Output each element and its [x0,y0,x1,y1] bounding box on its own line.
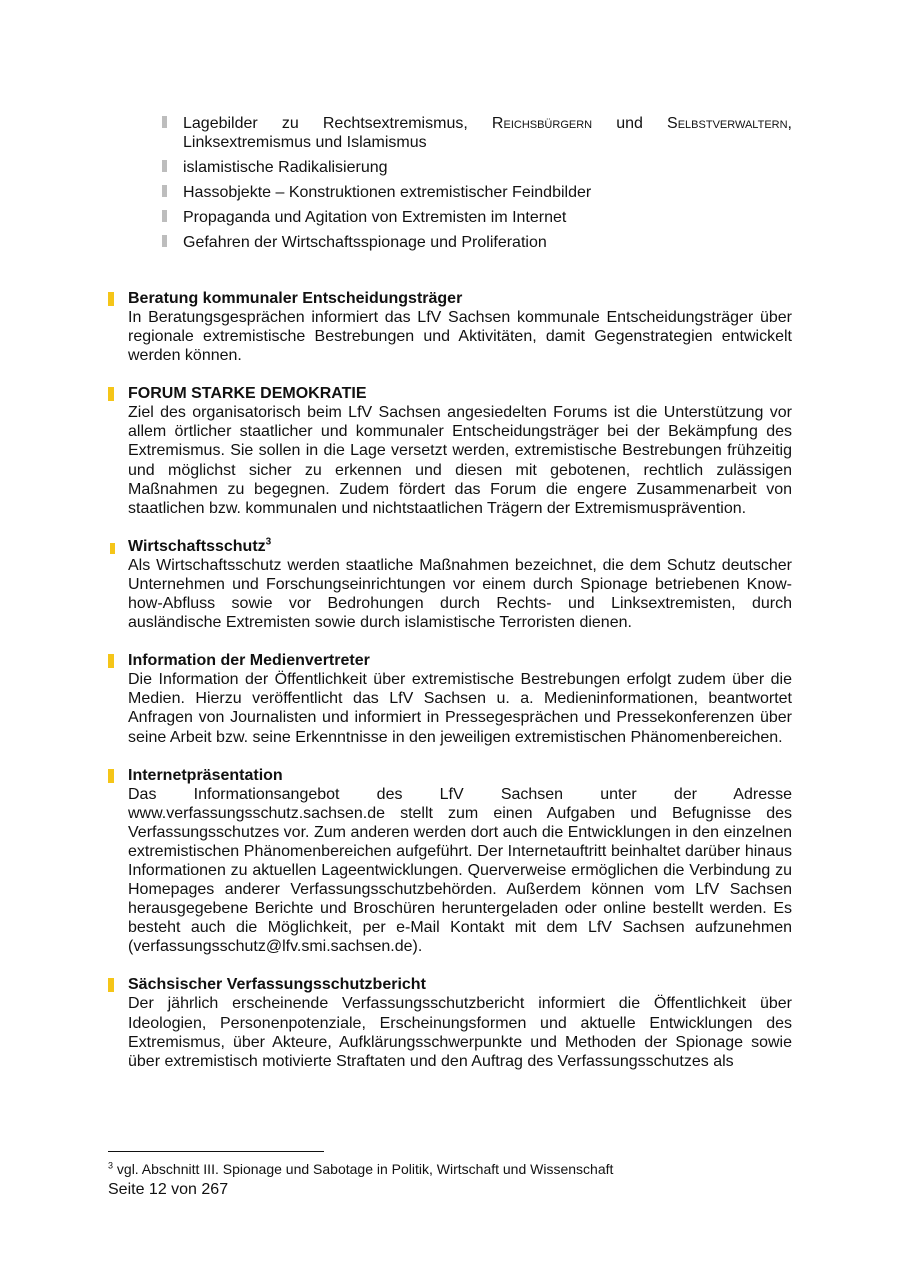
section-text: Ziel des organisatorisch beim LfV Sachsen angesiedelten Forums ist die Unterstützung vor allem örtlicher staatlicher und kommunaler Entscheidungsträger bei der Bekämpfung des Extremismus. Sie sollen in die Lage versetzt werden, extremistische Bestrebungen frühzeitig und möglichst sicher zu erkennen und diesen mit gebotenen, rechtlich zulässigen Maßnahmen zu begegnen. Zudem fördert das Forum die engere Zusammenarbeit von staatlichen bzw. kommunalen und nichtstaatlichen Trägern der Extremismusprävention. [128,404,792,517]
section-marker-icon [108,769,114,783]
section-marker-icon [108,292,114,306]
bullet-item: Hassobjekte – Konstruktionen extremistischer Feindbilder [162,183,792,202]
bullet-item: Lagebilder zu Rechtsextremismus, Reichsbürgern und Selbstverwaltern, Linksextremismus und Islamismus [162,114,792,152]
topic-bullet-list [162,114,792,258]
bullet-item: Gefahren der Wirtschaftsspionage und Proliferation [162,233,792,252]
footnote-number: 3 [108,1160,114,1171]
section-heading: Information der Medienvertreter [128,652,370,670]
footnote-reference: 3 [265,536,272,548]
footnote-divider [108,1151,324,1152]
section-beratung [108,289,792,365]
section-bericht [108,975,792,1070]
section-text: In Beratungsgesprächen informiert das LfV Sachsen kommunale Entscheidungsträger über regionale extremistische Bestrebungen und Aktivitäten, damit Gegenstrategien entwickelt werden können. [128,309,792,365]
section-text: Das Informationsangebot des LfV Sachsen unter der Adresse www.verfassungsschutz.sachsen.de stellt zum einen Aufgaben und Befugnisse des Verfassungsschutzes vor. Zum anderen werden dort auch die Entwicklungen in den einzelnen extremistischen Phänomenbereichen aufgeführt. Der Internetauftritt beinhaltet darüber hinaus Informationen zu aktuellen Lageentwicklungen. Querverweise ermöglichen die Verbindung zu Homepages anderer Verfassungsschutzbehörden. Außerdem können vom LfV Sachsen herausgegebene Berichte und Broschüren heruntergeladen oder online bestellt werden. Es besteht auch die Möglichkeit, per e-Mail Kontakt mit dem LfV Sachsen aufzunehmen (verfassungsschutz@lfv.smi.sachsen.de). [128,785,792,956]
section-medien [108,651,792,746]
section-marker-icon [110,543,115,554]
section-wirtschaftsschutz [108,537,792,632]
section-text: Die Information der Öffentlichkeit über extremistische Bestrebungen erfolgt zudem über die Medien. Hierzu veröffentlicht das LfV Sachsen u. a. Medieninformationen, beantwortet Anfragen von Journalisten und informiert in Pressegesprächen und Pressekonferenzen über seine Arbeit bzw. seine Erkenntnisse in den jeweiligen extremistischen Phänomenbereichen. [128,671,792,746]
bullet-item: islamistische Radikalisierung [162,158,792,177]
section-forum [108,384,792,518]
footnote [108,1161,613,1177]
footnote-text: vgl. Abschnitt III. Spionage und Sabotage in Politik, Wirtschaft und Wissenschaft [116,1161,614,1177]
page-number: Seite 12 von 267 [108,1181,229,1198]
section-heading: Sächsischer Verfassungsschutzbericht [128,976,426,994]
section-marker-icon [108,387,114,401]
section-internet [108,766,792,957]
section-heading: Wirtschaftsschutz$^3$ [128,536,272,555]
section-text: Der jährlich erscheinende Verfassungsschutzbericht informiert die Öffentlichkeit über Ideologien, Personenpotenziale, Erscheinungsformen und aktuelle Entwicklungen des Extremismus, über Akteure, Aufklärungsschwerpunkte und Methoden der Spionage sowie über extremistisch motivierte Straftaten und den Auftrag des Verfassungsschutzes als [128,995,792,1070]
section-heading: Internetpräsentation [128,766,283,784]
section-heading: FORUM STARKE DEMOKRATIE [128,385,367,403]
section-marker-icon [108,654,114,668]
bullet-item: Propaganda und Agitation von Extremisten im Internet [162,208,792,227]
section-marker-icon [108,978,114,992]
section-heading: Beratung kommunaler Entscheidungsträger [128,290,463,307]
section-text: Als Wirtschaftsschutz werden staatliche Maßnahmen bezeichnet, die dem Schutz deutscher Unternehmen und Forschungseinrichtungen vor einem durch Spionage betriebenen Know-how-Abfluss sowie vor Bedrohungen durch Rechts- und Linksextremisten, durch ausländische Extremisten sowie durch islamistische Terroristen dienen. [128,556,792,632]
sections [108,289,792,1090]
